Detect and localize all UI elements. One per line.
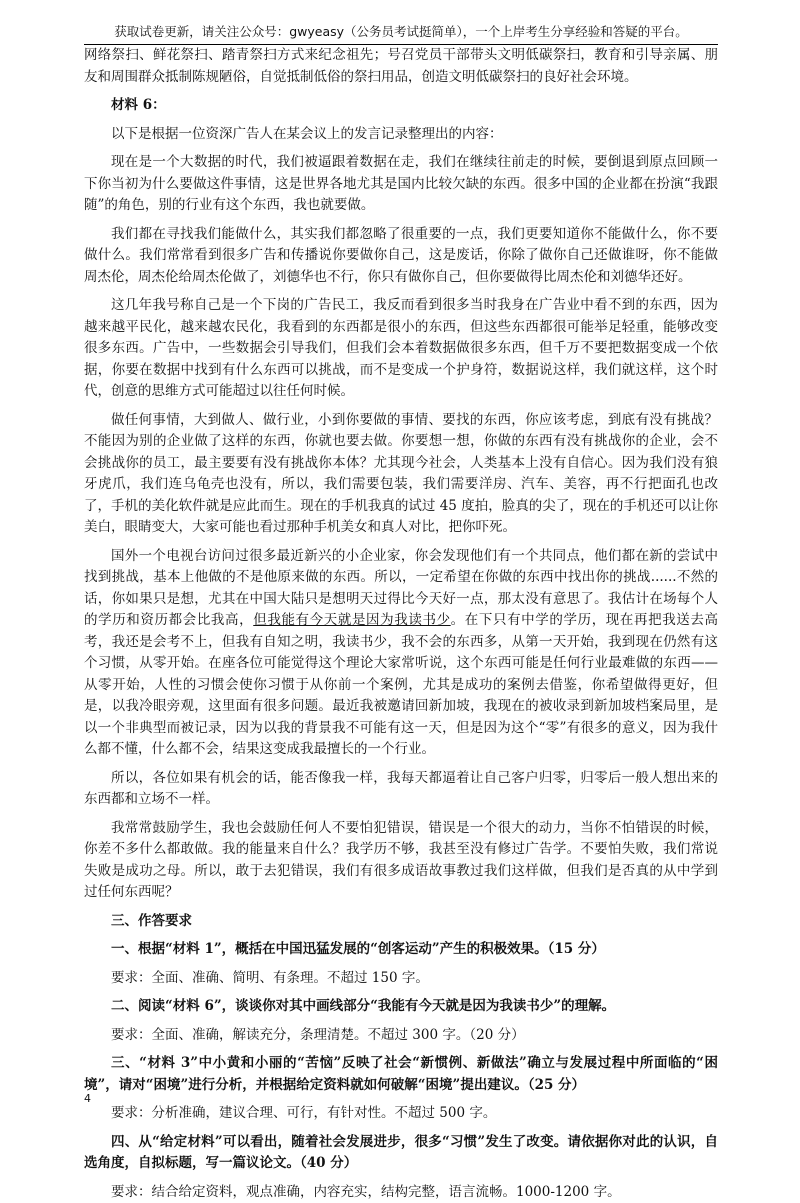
material6-paragraph: 所以，各位如果有机会的话，能否像我一样，我每天都逼着让自己客户归零，归零后一般人想出来的东西都和立场不一样。	[84, 768, 718, 811]
material6-intro: 以下是根据一位资深广告人在某会议上的发言记录整理出的内容：	[84, 124, 718, 146]
underlined-sentence: 但我能有今天就是因为我读书少	[253, 612, 450, 628]
material6-paragraph: 我常常鼓励学生，我也会鼓励任何人不要怕犯错误，错误是一个很大的动力，当你不怕错误的时候，你差不多什么都敢做。我的能量来自什么？我学历不够，我甚至没有修过广告学。不要怕失败，我们常说失败是成功之母。所以，敢于去犯错误，我们有很多成语故事教过我们这样做，但我们是否真的从中学到过任何东西呢？	[84, 818, 718, 904]
paragraph-text: 。在下只有中学的学历，现在再把我送去高考，我还是会考不上，但我有自知之明，我读书少，我不会的东西多，从第一天开始，我到现在仍然有这个习惯，从零开始。在座各位可能觉得这个理论大家常听说，这个东西可能是任何行业最难做的东西——从零开始，人性的习惯会使你习惯于从你前一个案例，尤其是成功的案例去借鉴，你希望做得更好，但是，以我冷眼旁观，这里面有很多问题。最近我被邀请回新加坡，我现在的被收录到新加坡档案局里，是以一个非典型而被记录，因为以我的背景我不可能有这一天，但是因为这个“零”有很多的意义，因为我什么都不懂，什么都不会，结果这变成我最擅长的一个行业。	[84, 612, 718, 757]
section-heading: 三、作答要求	[84, 911, 718, 933]
question-prompt: 一、根据“材料 1”，概括在中国迅猛发展的“创客运动”产生的积极效果。（15 分）	[84, 939, 718, 961]
question-prompt: 二、阅读“材料 6”，谈谈你对其中画线部分“我能有今天就是因为我读书少”的理解。	[84, 996, 718, 1018]
material6-paragraph: 做任何事情，大到做人、做行业，小到你要做的事情、要找的东西，你应该考虑，到底有没有挑战？不能因为别的企业做了这样的东西，你就也要去做。你要想一想，你做的东西有没有挑战你的企业，会不会挑战你的员工，最主要要有没有挑战你本体？尤其现今社会，人类基本上没有自信心。因为我们没有狼牙虎爪，我们连乌龟壳也没有，所以，我们需要包装，我们需要洋房、汽车、美容，再不行把面孔也改了，手机的美化软件就是应此而生。现在的手机我真的试过 45 度拍，脸真的尖了，现在的手机还可以让你美白，眼睛变大，大家可能也看过那种手机美女和真人对比，把你吓死。	[84, 410, 718, 539]
material6-paragraph: 这几年我号称自己是一个下岗的广告民工，我反而看到很多当时我身在广告业中看不到的东西，因为越来越平民化，越来越农民化，我看到的东西都是很小的东西，但这些东西都很可能举足轻重，能够改变很多东西。广告中，一些数据会引导我们，但我们会本着数据做很多东西，但千万不要把数据变成一个依据，你要在数据中找到有什么东西可以挑战，而不是变成一个护身符，数据说这样，我们就这样，这个时代，创意的思维方式可能超过以往任何时候。	[84, 295, 718, 403]
question-prompt: 三、“材料 3”中小黄和小丽的“苦恼”反映了社会“新惯例、新做法”确立与发展过程中所面临的“困境”，请对“困境”进行分析，并根据给定资料就如何破解“困境”提出建议。（25 分）	[84, 1053, 718, 1096]
question-requirement: 要求：全面、准确、简明、有条理。不超过 150 字。	[84, 968, 718, 990]
paragraph-text: 国外一个电视台访问过很多最近新兴的小企业家，你会发现他们有一个共同点，他们都在新的尝试中找到挑战，基本上他做的不是他原来做的东西。所以，一定希望在你做的东西中找出你的挑战......不然的话，你如果只是想，尤其在中国大陆只是想明天过得比今天好一点，那太没有意思了。我估计在场每个人的学历和资历都会比我高，	[84, 548, 718, 629]
document-body	[84, 45, 718, 1203]
question-requirement: 要求：全面、准确，解读充分，条理清楚。不超过 300 字。（20 分）	[84, 1025, 718, 1047]
material6-paragraph-underlined	[84, 546, 718, 761]
question-prompt: 四、从“给定材料”可以看出，随着社会发展进步，很多“习惯”发生了改变。请依据你对此的认识，自选角度，自拟标题，写一篇议论文。（40 分）	[84, 1132, 718, 1175]
material6-paragraph: 我们都在寻找我们能做什么，其实我们都忽略了很重要的一点，我们更要知道你不能做什么，你不要做什么。我们常常看到很多广告和传播说你要做你自己，这是废话，你除了做你自己还做谁呀，你不能做周杰伦，周杰伦给周杰伦做了，刘德华也不行，你只有做你自己，但你要做得比周杰伦和刘德华还好。	[84, 224, 718, 289]
continuation-paragraph: 网络祭扫、鲜花祭扫、踏青祭扫方式来纪念祖先；号召党员干部带头文明低碳祭扫，教育和引导亲属、朋友和周围群众抵制陈规陋俗，自觉抵制低俗的祭扫用品，创造文明低碳祭扫的良好社会环境。	[84, 45, 718, 88]
material6-heading: 材料 6：	[84, 95, 718, 117]
page-number: 4	[84, 1092, 91, 1105]
material6-paragraph: 现在是一个大数据的时代，我们被逼跟着数据在走，我们在继续往前走的时候，要倒退到原点回顾一下你当初为什么要做这件事情，这是世界各地尤其是国内比较欠缺的东西。很多中国的企业都在扮演“我跟随”的角色，别的行业有这个东西，我也就要做。	[84, 152, 718, 217]
question-requirement: 要求：结合给定资料，观点准确，内容充实，结构完整，语言流畅。1000-1200 字。	[84, 1182, 718, 1203]
page-header: 获取试卷更新，请关注公众号：gwyeasy（公务员考试挺简单），一个上岸考生分享经验和答疑的平台。	[84, 22, 718, 45]
question-requirement: 要求：分析准确，建议合理、可行，有针对性。不超过 500 字。	[84, 1103, 718, 1125]
